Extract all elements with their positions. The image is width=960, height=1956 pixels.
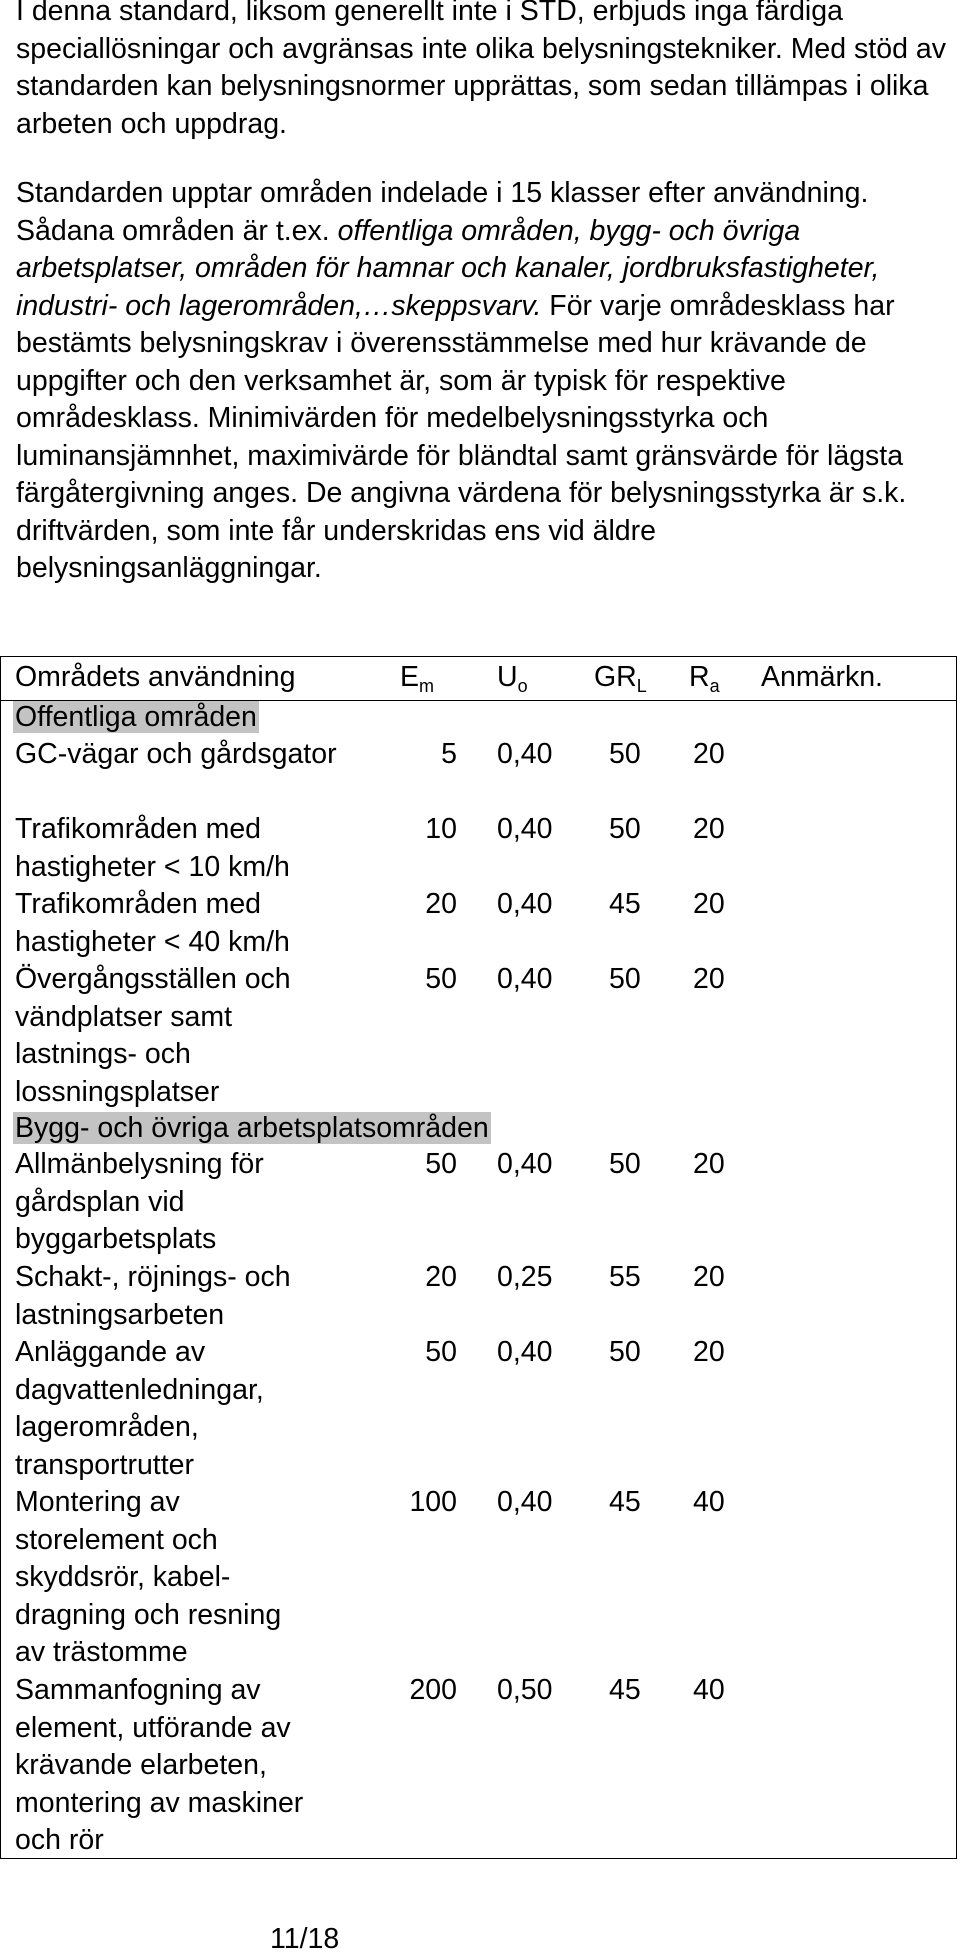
- row-ra: 20: [693, 1261, 725, 1293]
- row-grl: 50: [609, 1148, 641, 1180]
- row-uo: 0,40: [497, 1486, 553, 1518]
- row-uo: 0,25: [497, 1261, 553, 1293]
- row-grl: 50: [609, 738, 641, 770]
- row-uo: 0,50: [497, 1674, 553, 1706]
- row-em: 100: [409, 1486, 457, 1518]
- row-uo: 0,40: [497, 1148, 553, 1180]
- row-em: 20: [425, 888, 457, 920]
- intro-paragraph-2: [16, 175, 951, 588]
- row-ra: 20: [693, 738, 725, 770]
- row-usage: Sammanfogning av element, utförande av krävande elarbeten, montering av maskiner och rör: [15, 1674, 304, 1856]
- row-uo: 0,40: [497, 963, 553, 995]
- row-grl: 50: [609, 813, 641, 845]
- row-usage: Trafikområden med hastigheter < 10 km/h: [15, 813, 290, 883]
- section-title-work-areas: Bygg- och övriga arbetsplatsområden: [15, 1112, 489, 1144]
- row-uo: 0,40: [497, 813, 553, 845]
- row-em: 50: [425, 1336, 457, 1368]
- intro-paragraph-2-end: För varje områdesklass har bestämts belysningskrav i överensstämmelse med hur krävande de uppgifter och den verksamhet är, som är typisk för respektive områdesklass. Minimivärden för medelbelysningsstyrka och luminansjämnhet, maximivärde för bländtal samt gränsvärde för lägsta färgåtergivning anges. De angivna värdena för belysningsstyrka är s.k. driftvärden, som inte får underskridas ens vid äldre belysningsanläggningar.: [16, 289, 907, 584]
- header-grl: $GR_L$: [594, 661, 647, 696]
- intro-paragraph-1: I denna standard, liksom generellt inte i STD, erbjuds inga färdiga speciallösningar och avgränsas inte olika belysningstekniker. Med stöd av standarden kan belysningsnormer upprättas, som sedan tillämpas i olika arbeten och uppdrag.: [16, 0, 946, 140]
- row-usage: GC-vägar och gårdsgator: [15, 738, 337, 770]
- page-number: 11/18: [270, 1923, 340, 1955]
- row-em: 5: [441, 738, 457, 770]
- row-usage: Montering av storelement och skyddsrör, kabel-dragning och resning av trästomme: [15, 1486, 282, 1668]
- section-title-public-areas: Offentliga områden: [15, 701, 257, 733]
- row-ra: 20: [693, 888, 725, 920]
- header-uo: $U_o$: [497, 661, 528, 696]
- row-em: 50: [425, 1148, 457, 1180]
- header-usage: Områdets användning: [15, 661, 296, 693]
- row-grl: 50: [609, 963, 641, 995]
- row-uo: 0,40: [497, 738, 553, 770]
- row-uo: 0,40: [497, 888, 553, 920]
- row-grl: 50: [609, 1336, 641, 1368]
- row-usage: Schakt-, röjnings- och lastningsarbeten: [15, 1261, 291, 1331]
- row-usage: Övergångsställen och vändplatser samt lastnings- och lossningsplatser: [15, 963, 291, 1108]
- row-ra: 20: [693, 1336, 725, 1368]
- intro-paragraph-2-start: Standarden upptar områden indelade i 15 klasser efter användning. Sådana områden är t.ex.: [16, 177, 869, 247]
- row-ra: 40: [693, 1486, 725, 1518]
- header-ra: $R_a$: [689, 661, 720, 696]
- row-usage: Anläggande av dagvattenledningar, lagerområden, transportrutter: [15, 1336, 264, 1481]
- row-usage: Trafikområden med hastigheter < 40 km/h: [15, 888, 290, 958]
- row-ra: 40: [693, 1674, 725, 1706]
- row-ra: 20: [693, 963, 725, 995]
- row-uo: 0,40: [497, 1336, 553, 1368]
- lighting-requirements-table: [0, 656, 960, 1861]
- row-em: 10: [425, 813, 457, 845]
- row-ra: 20: [693, 813, 725, 845]
- row-em: 50: [425, 963, 457, 995]
- row-grl: 45: [609, 1486, 641, 1518]
- row-em: 200: [409, 1674, 457, 1706]
- row-ra: 20: [693, 1148, 725, 1180]
- row-grl: 45: [609, 1674, 641, 1706]
- row-grl: 45: [609, 888, 641, 920]
- header-remark: Anmärkn.: [761, 661, 883, 693]
- row-usage: Allmänbelysning för gårdsplan vid byggarbetsplats: [15, 1148, 264, 1255]
- header-em: $E_m$: [400, 661, 435, 696]
- intro-paragraph-2-examples: offentliga områden, bygg- och övriga arbetsplatser, områden för hamnar och kanaler, jordbruksfastigheter, industri- och lagerområden,…skeppsvarv.: [16, 214, 880, 322]
- row-grl: 55: [609, 1261, 641, 1293]
- row-em: 20: [425, 1261, 457, 1293]
